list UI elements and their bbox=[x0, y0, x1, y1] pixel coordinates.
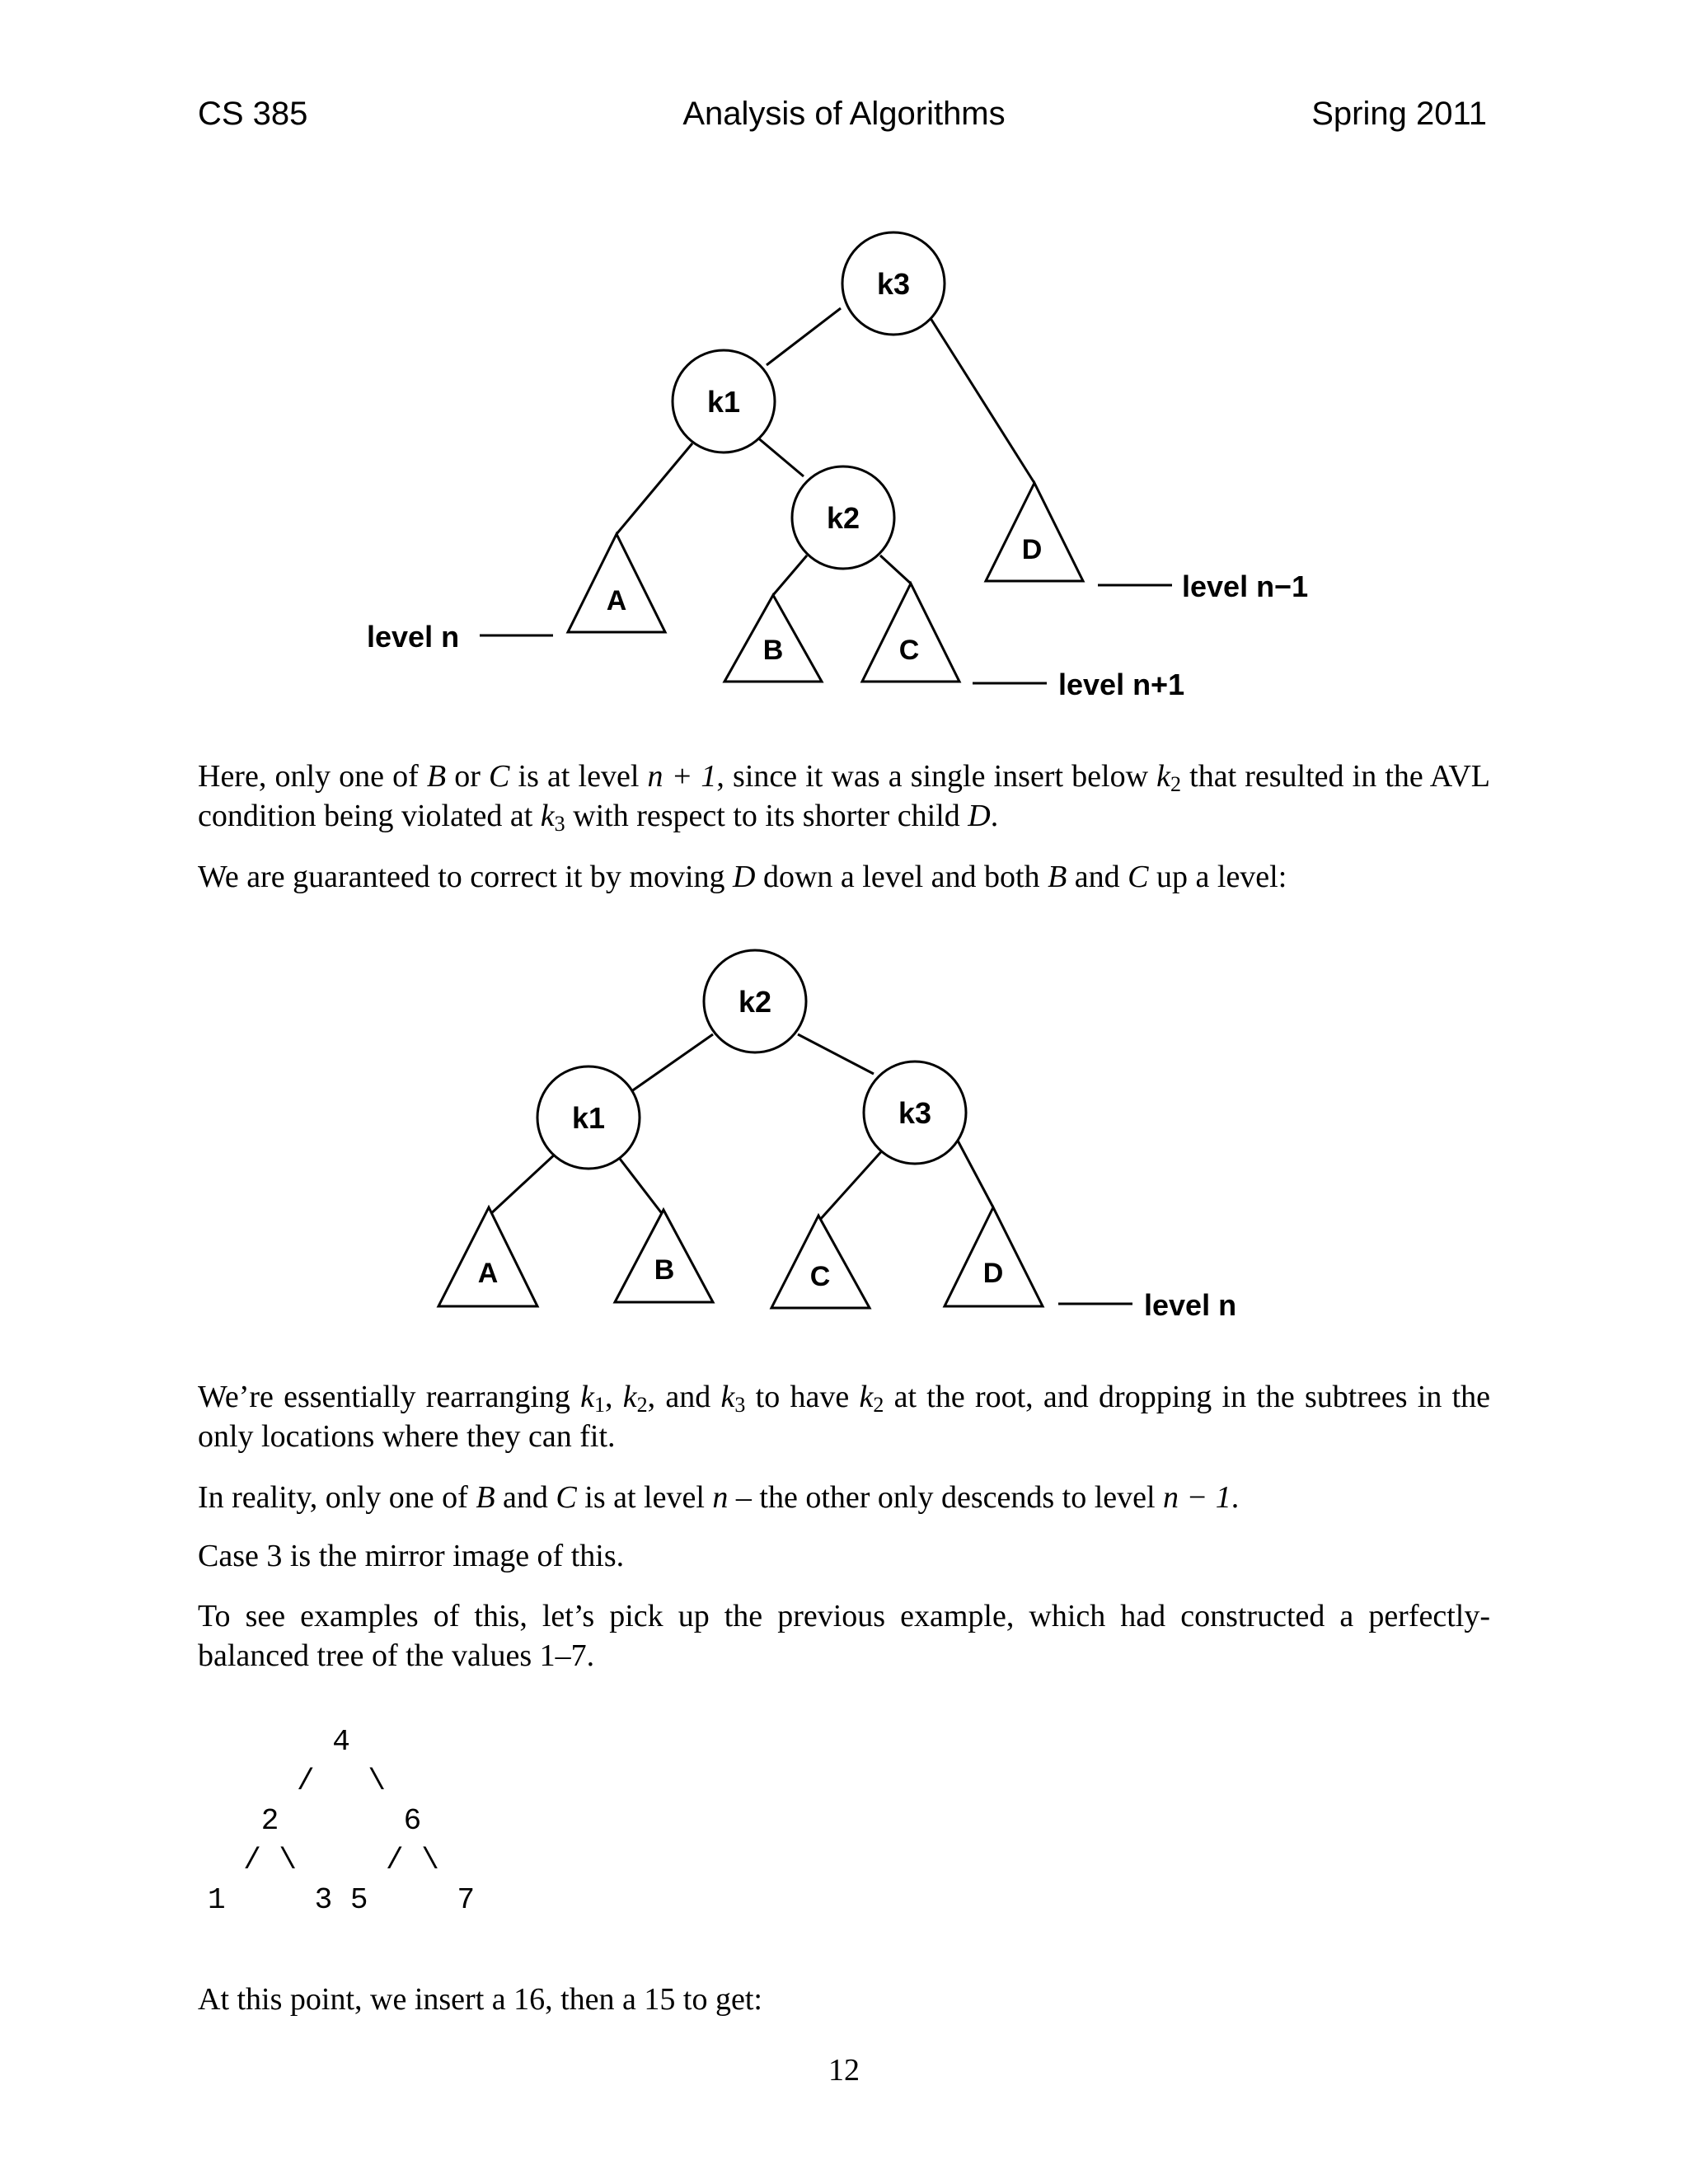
node-k1-label: k1 bbox=[706, 385, 741, 419]
subtree-c-label: C bbox=[809, 1261, 831, 1292]
subtree-a-label: A bbox=[477, 1258, 499, 1289]
edge-k3-k1 bbox=[767, 308, 841, 365]
subtree-d bbox=[945, 1207, 1043, 1306]
node-k2-label: k2 bbox=[738, 985, 772, 1019]
node-k1-label: k1 bbox=[571, 1101, 606, 1135]
paragraph-case-3: Case 3 is the mirror image of this. bbox=[198, 1539, 625, 1573]
paragraph-insert-16-15: At this point, we insert a 16, then a 15 to get: bbox=[198, 1982, 762, 2017]
subtree-c-label: C bbox=[898, 635, 920, 666]
node-k3-label: k3 bbox=[898, 1096, 932, 1130]
level-n-plus-1-label: level n+1 bbox=[1058, 668, 1185, 701]
page-number: 12 bbox=[828, 2053, 860, 2088]
paragraph-in-reality: In reality, only one of B and C is at level n – the other only descends to level n − 1. bbox=[198, 1480, 1240, 1515]
edge-k3-d bbox=[929, 316, 1034, 483]
subtree-b-label: B bbox=[654, 1254, 675, 1286]
edge-k3-d bbox=[958, 1141, 993, 1207]
avl-tree-before-rotation bbox=[0, 223, 1688, 709]
edge-k1-k2 bbox=[757, 437, 804, 476]
subtree-a bbox=[568, 534, 665, 632]
edge-k2-b bbox=[773, 555, 807, 595]
subtree-d-label: D bbox=[1021, 534, 1043, 565]
header-title: Analysis of Algorithms bbox=[682, 96, 1006, 132]
subtree-d bbox=[986, 483, 1083, 581]
paragraph-rearranging: We’re essentially rearranging $k_1$, $k_2$, and $k_3$ to have $k_2$ at the root, and dropping in the subtrees in the only locations where they can fit. bbox=[198, 1380, 1491, 1454]
subtree-d-label: D bbox=[982, 1258, 1004, 1289]
edge-k2-c bbox=[880, 555, 911, 583]
level-n-label: level n bbox=[1144, 1288, 1237, 1322]
subtree-a-label: A bbox=[606, 585, 627, 616]
paragraph-previous-example: To see examples of this, let’s pick up the previous example, which had constructed a perfectly-balanced tree of the values 1–7. bbox=[198, 1599, 1490, 1673]
header-term: Spring 2011 bbox=[1311, 96, 1487, 132]
edge-k3-c bbox=[818, 1147, 885, 1221]
paragraph-guaranteed-correction: We are guaranteed to correct it by moving D down a level and both B and C up a level: bbox=[198, 860, 1287, 894]
paragraph-single-insert: Here, only one of B or C is at level n + 1, since it was a single insert below $k_2$ that resulted in the AVL condition being violated at $k_3$ with respect to its shorter child D. bbox=[198, 759, 1490, 836]
edge-k2-k1 bbox=[628, 1034, 713, 1094]
edge-k1-a bbox=[489, 1152, 557, 1216]
node-k3-label: k3 bbox=[876, 267, 911, 301]
level-n-label: level n bbox=[367, 620, 460, 654]
edge-k2-k3 bbox=[798, 1034, 874, 1074]
edge-k1-b bbox=[620, 1159, 663, 1216]
header-course: CS 385 bbox=[198, 96, 308, 132]
ascii-balanced-tree: 4 / \ 2 6 / \ / \ 1 3 5 7 bbox=[208, 1725, 476, 1917]
subtree-a bbox=[438, 1207, 537, 1306]
subtree-c bbox=[862, 583, 959, 682]
level-n-minus-1-label: level n−1 bbox=[1182, 569, 1309, 603]
edge-k1-a bbox=[617, 443, 692, 534]
subtree-b-label: B bbox=[762, 635, 784, 666]
node-k2-label: k2 bbox=[826, 501, 860, 535]
avl-tree-after-rotation bbox=[0, 940, 1688, 1335]
